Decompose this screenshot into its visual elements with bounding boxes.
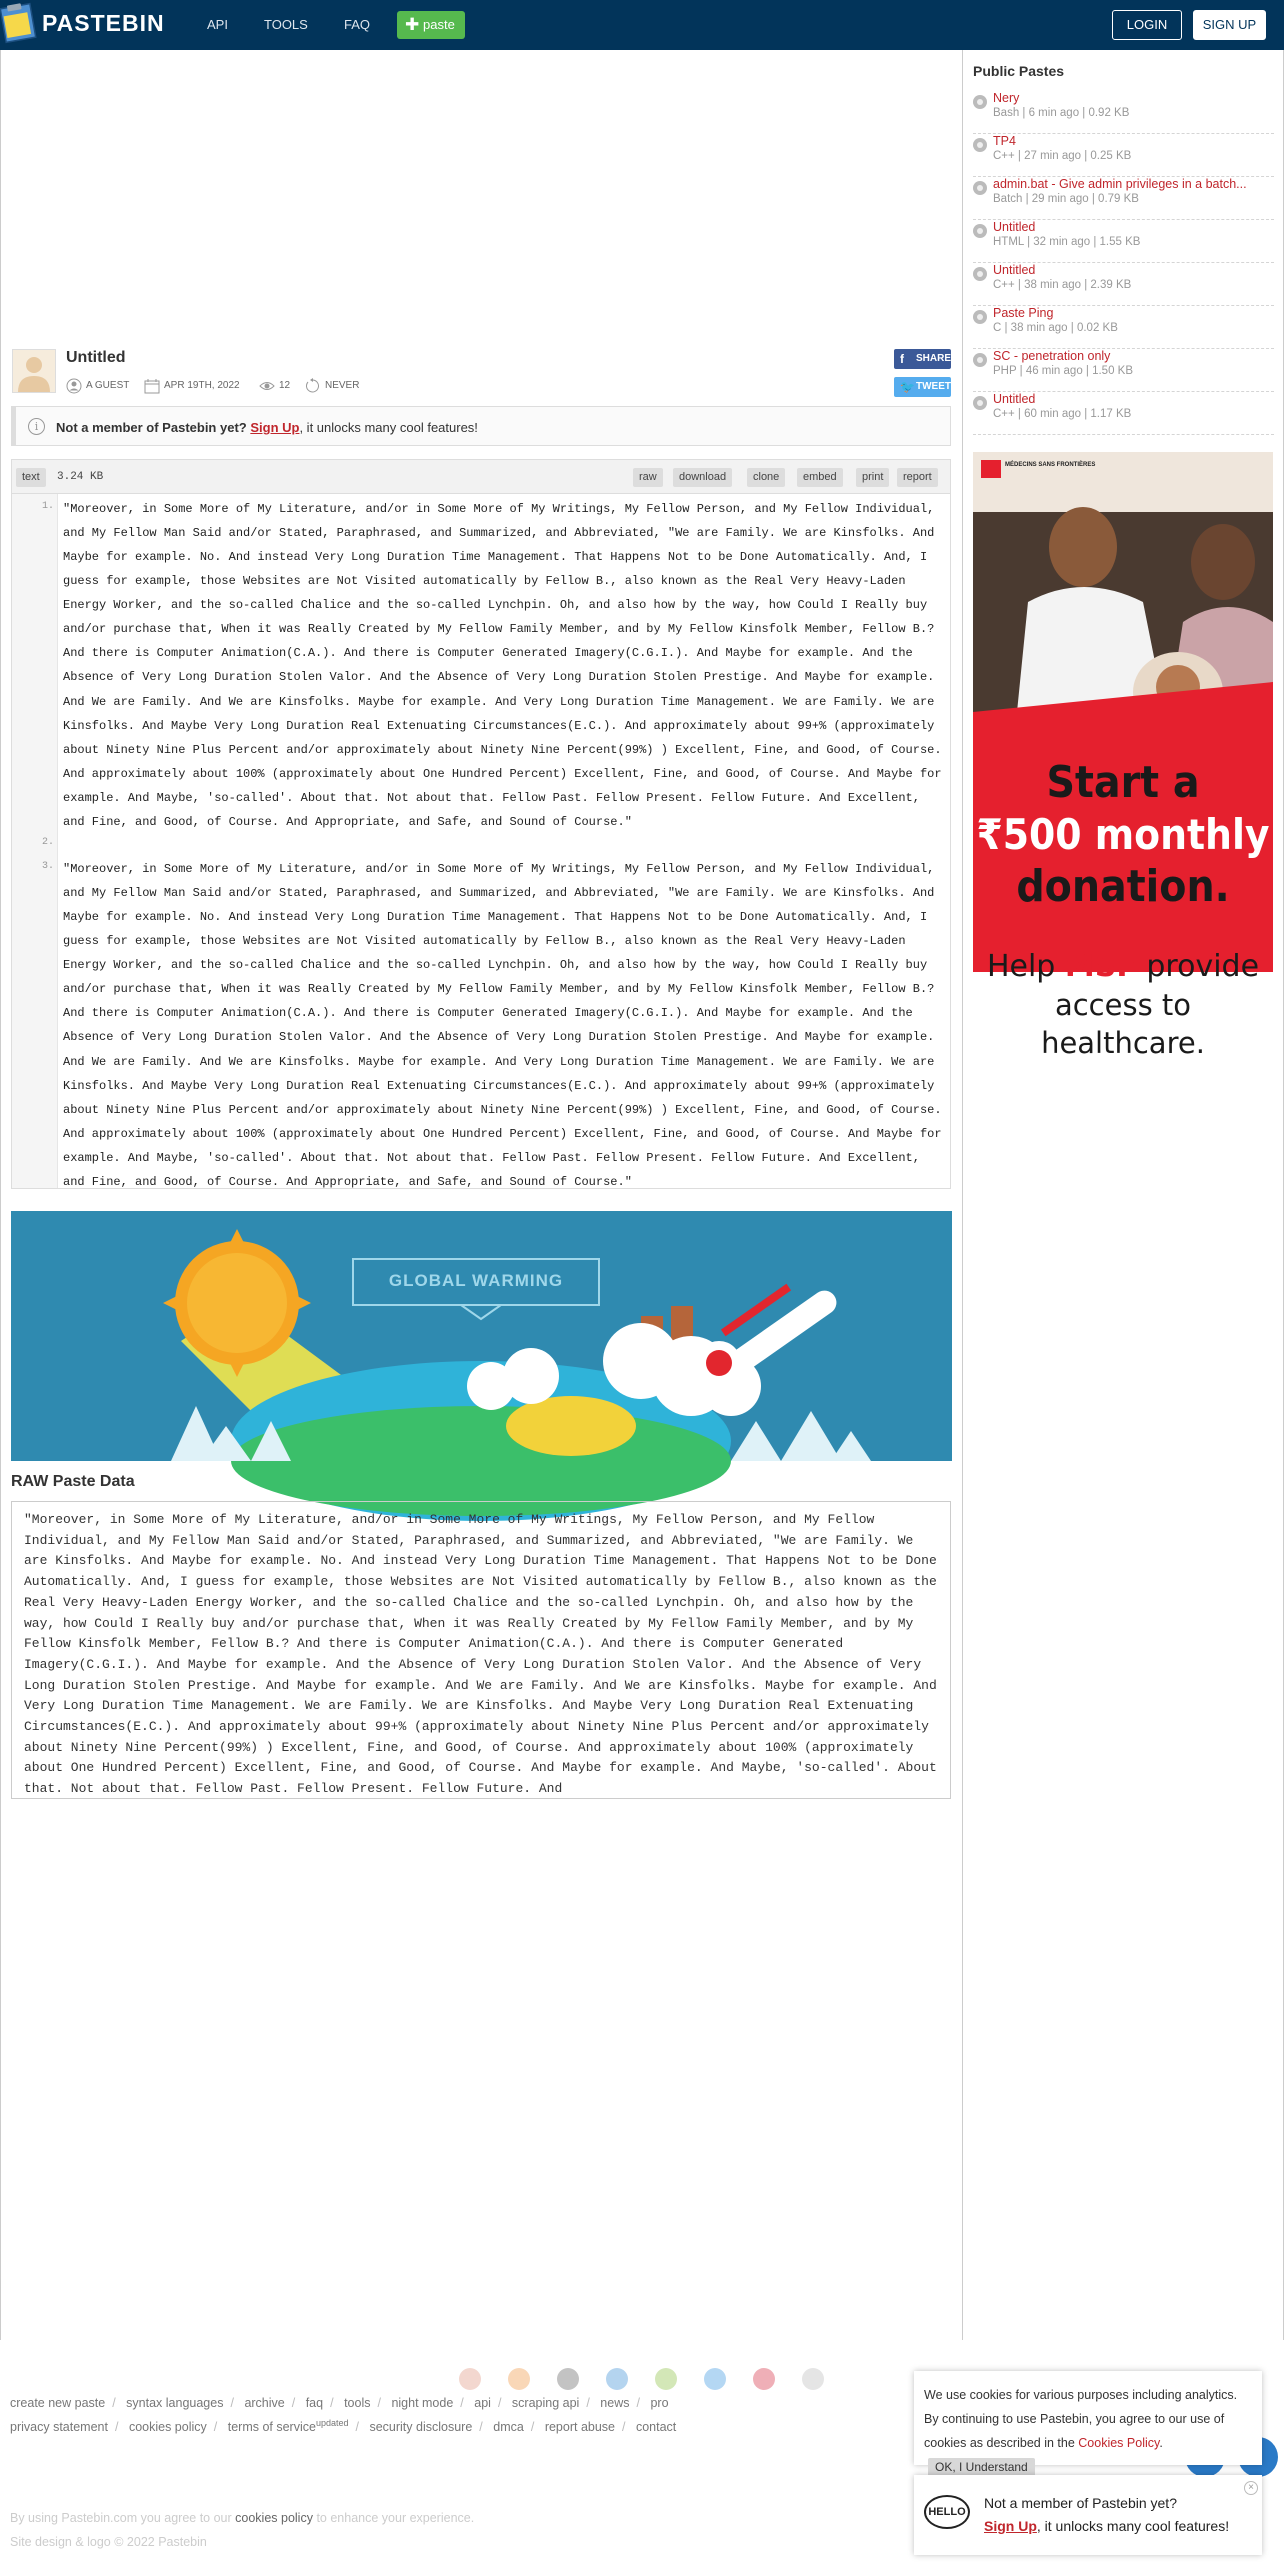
guest-avatar: [12, 349, 56, 393]
public-paste-name[interactable]: Untitled: [993, 392, 1036, 406]
footer-link[interactable]: contact: [635, 2420, 677, 2435]
footer-link[interactable]: terms of service: [227, 2420, 316, 2435]
paste-size: 3.24 KB: [57, 471, 104, 483]
print-button[interactable]: print: [856, 468, 889, 487]
public-paste-meta: Bash | 6 min ago | 0.92 KB: [993, 107, 1130, 119]
notice-signup-link[interactable]: Sign Up: [250, 420, 300, 435]
nav-tools[interactable]: TOOLS: [264, 17, 308, 32]
footer-link[interactable]: report abuse: [544, 2420, 615, 2435]
browser-extension-icons: [459, 2368, 829, 2392]
footer-link[interactable]: create new paste: [10, 2396, 106, 2410]
public-paste-item[interactable]: [973, 177, 1274, 220]
msf-org-name: MÉDECINS SANS FRONTIÈRES: [1005, 462, 1096, 468]
twitter-share-button[interactable]: [894, 377, 951, 397]
footer-links-row-2: privacy statement / cookies policy / terms of service$^{updated}$ / security disclosure / dmca / report abuse / contact: [10, 2418, 677, 2435]
ad-subline: [973, 948, 1273, 1062]
public-paste-name[interactable]: SC - penetration only: [993, 349, 1111, 363]
hello-bubble-icon: HELLO: [924, 2495, 970, 2529]
author-name: A GUEST: [86, 380, 130, 391]
public-paste-name[interactable]: Paste Ping: [993, 306, 1054, 320]
raw-button[interactable]: raw: [633, 468, 663, 487]
pastebin-logo-icon[interactable]: [0, 0, 38, 44]
public-paste-item[interactable]: [973, 392, 1274, 435]
footer-link[interactable]: faq: [305, 2396, 324, 2410]
new-paste-label: paste: [423, 17, 455, 32]
cookie-ok-button[interactable]: OK, I Understand: [928, 2458, 1035, 2477]
footer-cookie-policy-link[interactable]: cookies policy: [235, 2511, 313, 2525]
msf-ad-photo: [973, 452, 1273, 1032]
globe-icon: [973, 267, 987, 281]
nav-api[interactable]: API: [207, 17, 228, 32]
public-paste-meta: HTML | 32 min ago | 1.55 KB: [993, 236, 1141, 248]
top-header: [0, 0, 1284, 50]
public-paste-item[interactable]: [973, 349, 1274, 392]
footer-link[interactable]: security disclosure: [369, 2420, 473, 2435]
footer-link[interactable]: api: [474, 2396, 491, 2410]
clone-button[interactable]: clone: [747, 468, 785, 487]
ios-icon[interactable]: [557, 2368, 579, 2390]
linux-icon[interactable]: [802, 2368, 824, 2390]
facebook-share-button[interactable]: [894, 349, 951, 369]
notice-text: [56, 420, 478, 435]
raw-paste-textarea[interactable]: [11, 1501, 951, 1799]
public-paste-meta: C++ | 60 min ago | 1.17 KB: [993, 408, 1132, 420]
public-paste-meta: C++ | 27 min ago | 0.25 KB: [993, 150, 1132, 162]
report-button[interactable]: report: [897, 468, 938, 487]
cookie-message: We use cookies for various purposes including analytics. By continuing to use Pastebin, you agree to our use of cookies as described in the: [924, 2388, 1238, 2450]
chrome-icon[interactable]: [459, 2368, 481, 2390]
globe-icon: [973, 138, 987, 152]
line-number: 2.: [41, 837, 54, 848]
signup-popup-link[interactable]: Sign Up: [984, 2518, 1037, 2534]
download-button[interactable]: download: [673, 468, 732, 487]
info-icon: i: [28, 418, 45, 435]
global-warming-banner[interactable]: [11, 1211, 952, 1461]
ad-help: Help: [986, 949, 1056, 984]
footer-cookie-line: [10, 2511, 474, 2525]
ad-line-1: Start a: [1046, 757, 1200, 808]
footer-copyright: Site design & logo © 2022 Pastebin: [10, 2535, 207, 2549]
code-line-1: "Moreover, in Some More of My Literature, and/or in Some More of My Writings, My Fellow Person, and My Fellow Individual, and My Fellow Man Said and/or Stated, Paraphrased, and Summarized, and Abbreviated, "We are Family. We are Kinsfolks. And Maybe for example. No. And instead Very Long Duration Time Management. That Happens Not to be Done Automatically. And, I guess for example, those Websites are Not Visited automatically by Fellow B., also known as the Real Very Heavy-Laden Energy Worker, and the so-called Chalice and the so-called Lynchpin. Oh, and also how by the way, how Could I Really buy and/or purchase that, When it was Really Created by My Fellow Family Member, and by My Fellow Kinsfolk Member, Fellow B.? And there is Computer Animation(C.A.). And there is Computer Generated Imagery(C.G.I.). And Maybe for example. And the Absence of Very Long Duration Stolen Valor. And the Absence of Very Long Duration Stolen Prestige. And Maybe for example. And We are Family. And We are Kinsfolks. Maybe for example. And Very Long Duration Time Management. We are Family. We are Kinsfolks. And Maybe Very Long Duration Real Extenuating Circumstances(E.C.). And approximately about 99+% (approximately about Ninety Nine Plus Percent and/or approximately about Ninety Nine Percent(99%) ) Excellent, Fine, and Good, of Course. And approximately about 100% (approximately about One Hundred Percent) Excellent, Fine, and Good, of Course. And Maybe for example. And Maybe, 'so-called'. About that. Not about that. Fellow Past. Fellow Present. Fellow Future. And Excellent, and Fine, and Good, of Course. And Appropriate, and Safe, and Sound of Course.": [63, 502, 949, 829]
notice-bold: Not a member of Pastebin yet?: [56, 420, 247, 435]
public-paste-name[interactable]: Untitled: [993, 263, 1036, 277]
notice-rest: , it unlocks many cool features!: [299, 420, 478, 435]
footer-link[interactable]: night mode: [391, 2396, 454, 2410]
public-paste-meta: PHP | 46 min ago | 1.50 KB: [993, 365, 1134, 377]
ad-msf: MSF: [1064, 949, 1137, 984]
date-value: APR 19TH, 2022: [164, 380, 240, 391]
cookie-text: We use cookies for various purposes including analytics. By continuing to use Pastebin, you agree to our use of cookies as described in the Cookies Policy. OK, I Understand: [924, 2383, 1254, 2479]
globe-icon: [973, 95, 987, 109]
updated-badge: updated: [315, 2418, 349, 2428]
public-paste-meta: C++ | 38 min ago | 2.39 KB: [993, 279, 1132, 291]
android-icon[interactable]: [655, 2368, 677, 2390]
public-paste-meta: C | 38 min ago | 0.02 KB: [993, 322, 1118, 334]
globe-icon: [973, 224, 987, 238]
signup-popup-title: Not a member of Pastebin yet?: [984, 2495, 1177, 2511]
ad-line-5: access to healthcare.: [1041, 988, 1205, 1060]
views-value: 12: [279, 380, 291, 391]
embed-button[interactable]: embed: [797, 468, 843, 487]
public-paste-item[interactable]: [973, 220, 1274, 263]
paste-code-box: [11, 459, 951, 1189]
firefox-icon[interactable]: [508, 2368, 530, 2390]
twitter-icon: 🐦: [900, 380, 915, 394]
nav-faq[interactable]: FAQ: [344, 17, 371, 32]
cookie-policy-link[interactable]: Cookies Policy: [1078, 2436, 1160, 2450]
line-number: 3.: [41, 861, 54, 872]
public-pastes-title: Public Pastes: [973, 63, 1065, 79]
public-paste-item[interactable]: [973, 263, 1274, 306]
global-warming-illustration: [11, 1211, 952, 1461]
code-toolbar: [12, 460, 950, 494]
syntax-tag[interactable]: text: [16, 468, 46, 487]
signup-popup-text: [984, 2518, 1229, 2534]
user-icon: [66, 378, 82, 394]
footer-link[interactable]: cookies policy: [128, 2420, 207, 2435]
public-paste-name[interactable]: Untitled: [993, 220, 1036, 234]
signup-popup: [914, 2475, 1262, 2555]
globe-icon: [973, 310, 987, 324]
public-paste-name[interactable]: TP4: [993, 134, 1016, 148]
public-paste-name[interactable]: Nery: [993, 91, 1020, 105]
paste-title: Untitled: [66, 349, 126, 366]
facebook-icon: f: [900, 352, 904, 366]
ad-headline: [973, 757, 1273, 913]
ad-line-2: ₹500 monthly: [976, 810, 1270, 859]
signup-button[interactable]: SIGN UP: [1193, 10, 1266, 40]
public-paste-item[interactable]: [973, 306, 1274, 349]
footer-link[interactable]: pro: [650, 2396, 669, 2410]
raw-paste-text: "Moreover, in Some More of My Literature, and/or in Some More of My Writings, My Fellow Person, and My Fellow Individual, and My Fellow Man Said and/or Stated, Paraphrased, and Summarized, and Abbreviated, "We are Family. We are Kinsfolks. And Maybe for example. No. And instead Very Long Duration Time Management. That Happens Not to be Done Automatically. And, I guess for example, those Websites are Not Visited automatically by Fellow B., also known as the Real Very Heavy-Laden Energy Worker, and the so-called Chalice and the so-called Lynchpin. Oh, and also how by the way, how Could I Really buy and/or purchase that, When it was Really Created by My Fellow Family Member, and by My Fellow Kinsfolk Member, Fellow B.? And there is Computer Animation(C.A.). And there is Computer Generated Imagery(C.G.I.). And Maybe for example. And the Absence of Very Long Duration Stolen Valor. And the Absence of Very Long Duration Stolen Prestige. And Maybe for example. And We are Family. And We are Kinsfolks. Maybe for example. And Very Long Duration Time Management. We are Family. We are Kinsfolks. And Maybe Very Long Duration Real Extenuating Circumstances(E.C.). And approximately about 99+% (approximately about Ninety Nine Plus Percent and/or approximately about Ninety Nine Percent(99%) ) Excellent, Fine, and Good, of Course. And approximately about 100% (approximately about One Hundred Percent) Excellent, Fine, and Good, of Course. And Maybe for example. And Maybe, 'so-called'. About that. Not about that. Fellow Past. Fellow Present. Fellow Future. And: [24, 1512, 945, 1797]
footer-link[interactable]: scraping api: [511, 2396, 580, 2410]
banner-label: GLOBAL WARMING: [388, 1271, 564, 1290]
windows-icon[interactable]: [606, 2368, 628, 2390]
public-paste-meta: Batch | 29 min ago | 0.79 KB: [993, 193, 1139, 205]
close-icon[interactable]: ×: [1244, 2481, 1258, 2495]
footer-link[interactable]: privacy statement: [10, 2420, 108, 2435]
expiry-value: NEVER: [325, 380, 360, 391]
public-paste-item[interactable]: [973, 91, 1274, 134]
column-divider: [962, 50, 963, 2340]
pastebin-logo-text[interactable]: PASTEBIN: [42, 10, 165, 36]
line-number: 1.: [41, 501, 54, 512]
public-paste-name[interactable]: admin.bat - Give admin privileges in a batch...: [993, 177, 1247, 191]
public-paste-item[interactable]: [973, 134, 1274, 177]
footer-link[interactable]: news: [600, 2396, 630, 2410]
footer-links-row-1: create new paste / syntax languages / archive / faq / tools / night mode / api / scraping api / news / pro: [10, 2396, 669, 2410]
signup-notice: [11, 406, 951, 446]
new-paste-button[interactable]: [397, 11, 465, 39]
calendar-icon: [144, 378, 160, 394]
tweet-label: TWEET: [916, 381, 951, 392]
share-label: SHARE: [916, 353, 952, 364]
ad-line-3: donation.: [1016, 861, 1230, 912]
footer-link[interactable]: dmca: [493, 2420, 524, 2435]
expiry-icon: [305, 378, 321, 394]
plus-icon: ✚: [405, 15, 420, 34]
footer-copy-c: to enhance your experience.: [316, 2511, 475, 2525]
globe-icon: [973, 181, 987, 195]
opera-icon[interactable]: [753, 2368, 775, 2390]
footer-link[interactable]: syntax languages: [126, 2396, 224, 2410]
cookie-consent-popup: [914, 2371, 1262, 2474]
eye-icon: [259, 378, 275, 394]
globe-icon: [973, 396, 987, 410]
msf-advertisement[interactable]: [973, 452, 1273, 1060]
macos-icon[interactable]: [704, 2368, 726, 2390]
code-line-3: "Moreover, in Some More of My Literature, and/or in Some More of My Writings, My Fellow Person, and My Fellow Individual, and My Fellow Man Said and/or Stated, Paraphrased, and Summarized, and Abbreviated, "We are Family. We are Kinsfolks. And Maybe for example. No. And instead Very Long Duration Time Management. That Happens Not to be Done Automatically. And, I guess for example, those Websites are Not Visited automatically by Fellow B., also known as the Real Very Heavy-Laden Energy Worker, and the so-called Chalice and the so-called Lynchpin. Oh, and also how by the way, how Could I Really buy and/or purchase that, When it was Really Created by My Fellow Family Member, and by My Fellow Kinsfolk Member, Fellow B.? And there is Computer Animation(C.A.). And there is Computer Generated Imagery(C.G.I.). And Maybe for example. And the Absence of Very Long Duration Stolen Valor. And the Absence of Very Long Duration Stolen Prestige. And Maybe for example. And We are Family. And We are Kinsfolks. Maybe for example. And Very Long Duration Time Management. We are Family. We are Kinsfolks. And Maybe Very Long Duration Real Extenuating Circumstances(E.C.). And approximately about 99+% (approximately about Ninety Nine Plus Percent and/or approximately about Ninety Nine Percent(99%) ) Excellent, Fine, and Good, of Course. And approximately about 100% (approximately about One Hundred Percent) Excellent, Fine, and Good, of Course. And Maybe for example. And Maybe, 'so-called'. About that. Not about that. Fellow Past. Fellow Present. Fellow Future. And Excellent, and Fine, and Good, of Course. And Appropriate, and Safe, and Sound of Course.": [63, 862, 949, 1189]
line-gutter: [12, 494, 58, 1188]
globe-icon: [973, 353, 987, 367]
code-body: [12, 494, 950, 1188]
signup-popup-rest: , it unlocks many cool features!: [1036, 2518, 1230, 2534]
footer-copy-a: By using Pastebin.com you agree to our: [10, 2511, 232, 2525]
ad-provide: provide: [1146, 949, 1260, 984]
login-button[interactable]: LOGIN: [1112, 10, 1182, 40]
footer-link[interactable]: tools: [344, 2396, 371, 2410]
raw-paste-title: RAW Paste Data: [11, 1473, 135, 1490]
footer-link[interactable]: archive: [244, 2396, 285, 2410]
